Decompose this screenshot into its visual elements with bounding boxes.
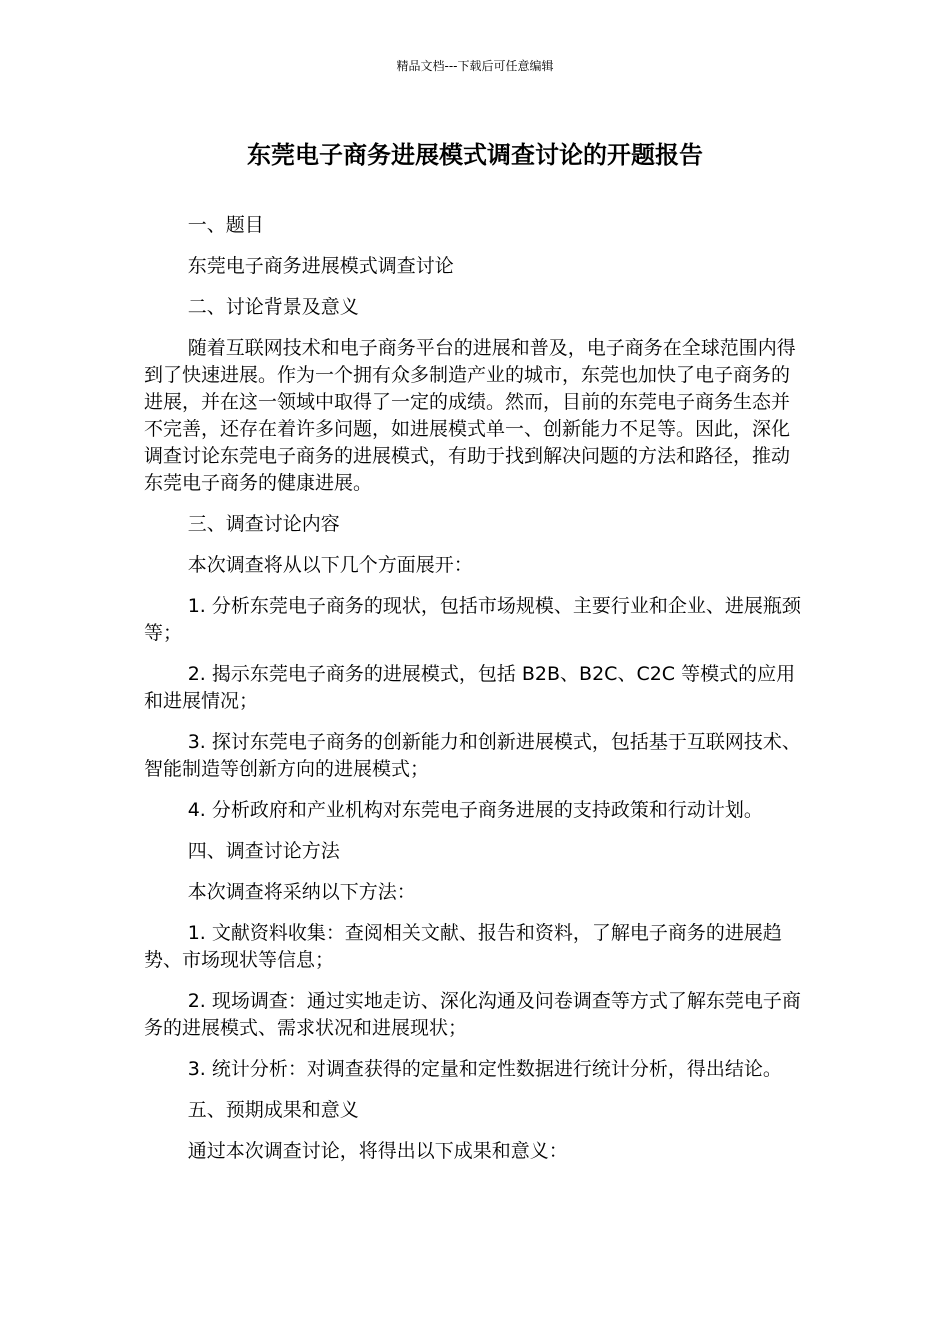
content-intro: 本次调查将从以下几个方面展开： [187,554,473,576]
document-title: 东莞电子商务进展模式调查讨论的开题报告 [247,141,703,169]
section-heading-topic: 一、题目 [187,214,264,236]
content-item-2: 2. 揭示东莞电子商务的进展模式，包括 B2B、B2C、C2C 等模式的应用和进展情况； [144,663,796,712]
section-heading-content: 三、调查讨论内容 [187,513,340,535]
content-item-1: 1. 分析东莞电子商务的现状，包括市场规模、主要行业和企业、进展瓶颈等； [144,595,801,644]
method-item-2: 2. 现场调查：通过实地走访、深化沟通及问卷调查等方式了解东莞电子商务的进展模式、需求状况和进展现状； [144,990,801,1039]
content-item-3: 3. 探讨东莞电子商务的创新能力和创新进展模式，包括基于互联网技术、智能制造等创新方向的进展模式； [144,731,801,780]
results-intro: 通过本次调查讨论，将得出以下成果和意义： [187,1140,568,1162]
method-item-1: 1. 文献资料收集：查阅相关文献、报告和资料，了解电子商务的进展趋势、市场现状等信息； [144,922,782,971]
page-header-note: 精品文档---下载后可任意编辑 [396,59,554,73]
section-heading-background: 二、讨论背景及意义 [187,296,359,318]
content-item-4: 4. 分析政府和产业机构对东莞电子商务进展的支持政策和行动计划。 [187,799,763,821]
method-item-3: 3. 统计分析：对调查获得的定量和定性数据进行统计分析，得出结论。 [187,1058,782,1080]
document-body [144,212,808,1179]
background-paragraph: 随着互联网技术和电子商务平台的进展和普及，电子商务在全球范围内得到了快速进展。作为一个拥有众多制造产业的城市，东莞也加快了电子商务的进展，并在这一领域中取得了一定的成绩。然而，目前的东莞电子商务生态并不完善，还存在着许多问题，如进展模式单一、创新能力不足等。因此，深化调查讨论东莞电子商务的进展模式，有助于找到解决问题的方法和路径，推动东莞电子商务的健康进展。 [144,337,796,494]
section-heading-method: 四、调查讨论方法 [187,840,340,862]
section-heading-results: 五、预期成果和意义 [187,1099,359,1121]
method-intro: 本次调查将采纳以下方法： [187,881,416,903]
topic-text: 东莞电子商务进展模式调查讨论 [187,255,454,277]
